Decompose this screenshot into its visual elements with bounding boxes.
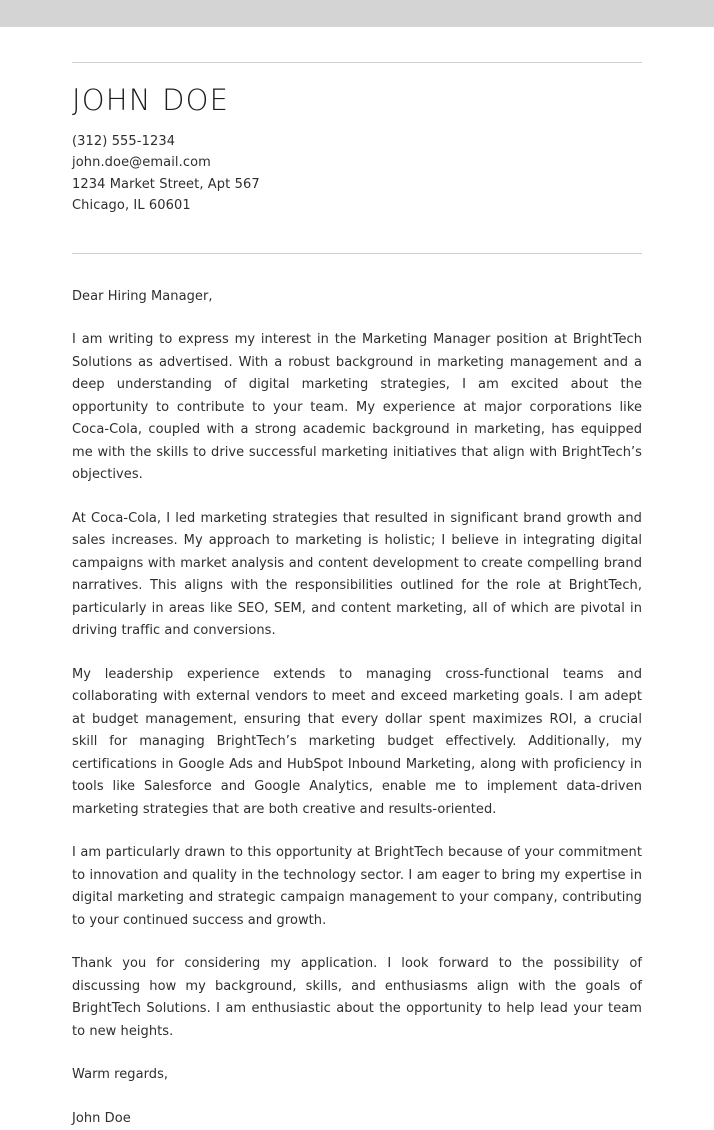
contact-street-address: 1234 Market Street, Apt 567 xyxy=(72,176,260,192)
contact-phone: (312) 555-1234 xyxy=(72,133,176,149)
page-title: JOHN DOE xyxy=(72,83,230,117)
contact-city-state-zip: Chicago, IL 60601 xyxy=(72,198,191,214)
letter-paragraph-1: I am writing to express my interest in the Marketing Manager position at BrightTech Solutions as advertised. With a robust background in marketing management and a deep understanding of digital marketing strategies, I am excited about the opportunity to contribute to your team. My experience at major corporations like Coca-Cola, coupled with a strong academic background in marketing, has equipped me with the skills to drive successful marketing initiatives that align with BrightTech’s objectives. xyxy=(72,332,642,483)
letter-paragraph-2: At Coca-Cola, I led marketing strategies that resulted in significant brand growth and sales increases. My approach to marketing is holistic; I believe in integrating digital campaigns with market analysis and content development to create compelling brand narratives. This aligns with the responsibilities outlined for the role at BrightTech, particularly in areas like SEO, SEM, and content marketing, all of which are pivotal in driving traffic and conversions. xyxy=(72,510,642,639)
contact-email: john.doe@email.com xyxy=(72,155,211,171)
letter-paragraph-3: My leadership experience extends to managing cross-functional teams and collaborating with external vendors to meet and exceed marketing goals. I am adept at budget management, ensuring that every dollar spent maximizes ROI, a crucial skill for managing BrightTech’s marketing budget effectively. Additionally, my certifications in Google Ads and HubSpot Inbound Marketing, along with proficiency in tools like Salesforce and Google Analytics, enable me to implement data-driven marketing strategies that are both creative and results-oriented. xyxy=(72,666,642,817)
salutation: Dear Hiring Manager, xyxy=(72,288,213,304)
letter-paragraph-5: Thank you for considering my application. I look forward to the possibility of discussing how my background, skills, and enthusiasms align with the goals of BrightTech Solutions. I am enthusiastic about the opportunity to help lead your team to new heights. xyxy=(72,956,642,1039)
document-page xyxy=(0,27,714,1126)
closing-salutation: Warm regards, xyxy=(72,1067,169,1083)
signature-name: John Doe xyxy=(72,1110,131,1126)
letterhead xyxy=(72,63,642,217)
letter-body xyxy=(72,254,642,1130)
viewport-top-band xyxy=(0,0,714,27)
page-content-column xyxy=(72,27,642,1130)
letter-paragraph-4: I am particularly drawn to this opportunity at BrightTech because of your commitment to innovation and quality in the technology sector. I am eager to bring my expertise in digital marketing and strategic campaign management to your company, contributing to your continued success and growth. xyxy=(72,845,642,928)
